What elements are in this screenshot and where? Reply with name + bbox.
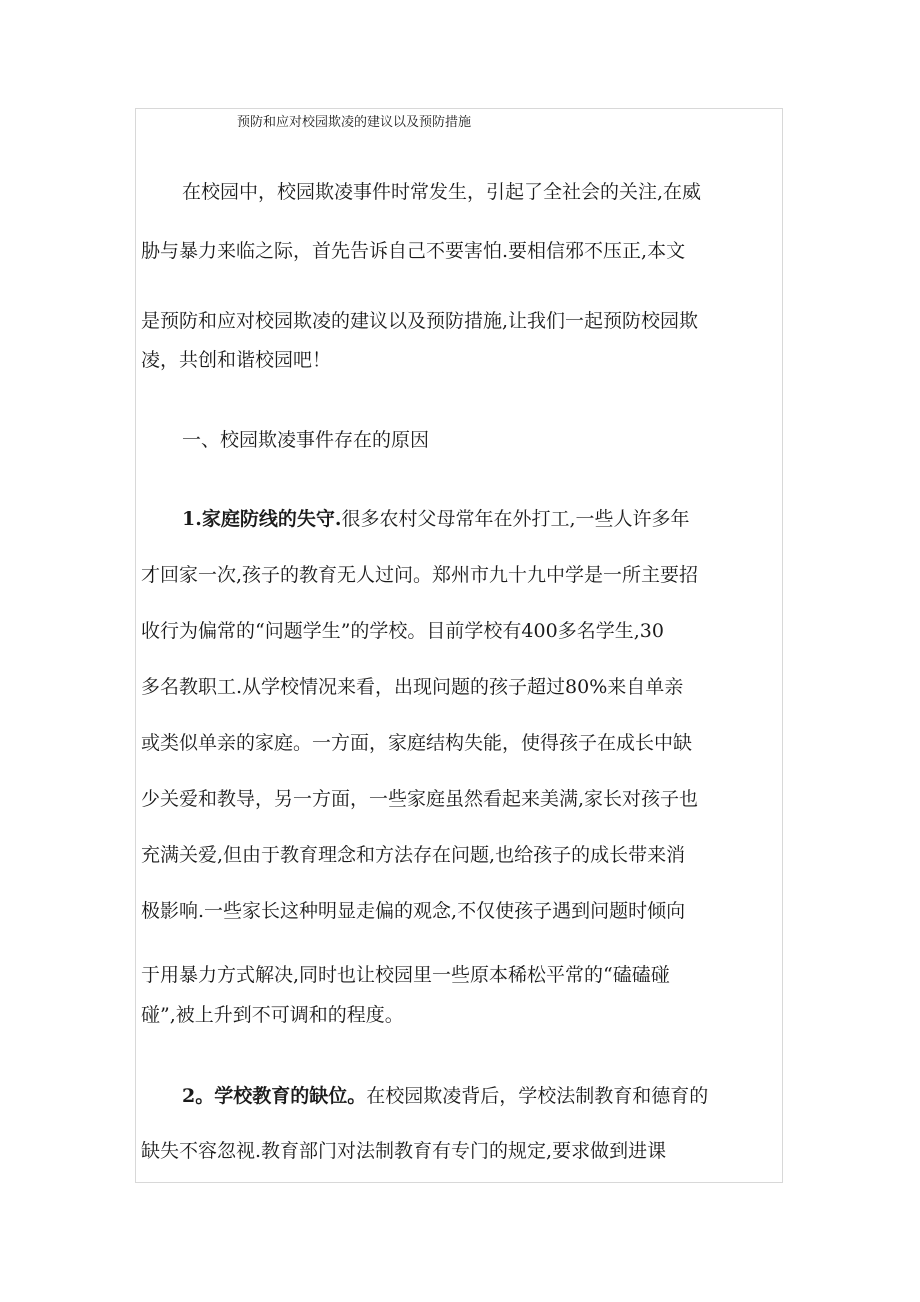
paragraph-line: 多名教职工.从学校情况来看，出现问题的孩子超过80%来自单亲 [141,676,684,698]
document-title: 预防和应对校园欺凌的建议以及预防措施 [237,115,472,130]
point-2-text: 在校园欺凌背后，学校法制教育和德育的 [366,1085,709,1107]
paragraph-line: 凌，共创和谐校园吧！ [141,349,332,371]
paragraph-line: 在校园中，校园欺凌事件时常发生，引起了全社会的关注,在威 [182,181,702,203]
paragraph-line: 缺失不容忽视.教育部门对法制教育有专门的规定,要求做到进课 [141,1140,667,1162]
paragraph-line: 少关爱和教导，另一方面，一些家庭虽然看起来美满,家长对孩子也 [141,788,699,810]
document-page [135,108,783,1183]
paragraph-line: 是预防和应对校园欺凌的建议以及预防措施,让我们一起预防校园欺 [141,310,699,332]
paragraph-line: 于用暴力方式解决,同时也让校园里一些原本稀松平常的“磕磕碰 [141,964,670,986]
paragraph-line: 碰”,被上升到不可调和的程度。 [141,1004,404,1026]
paragraph-line: 充满关爱,但由于教育理念和方法存在问题,也给孩子的成长带来消 [141,844,686,866]
paragraph-line [182,1082,708,1110]
point-1-title: 1.家庭防线的失守. [182,508,342,530]
paragraph-line: 收行为偏常的“问题学生”的学校。目前学校有400多名学生,30 [141,620,664,642]
paragraph-line [182,505,690,533]
paragraph-line: 或类似单亲的家庭。一方面，家庭结构失能，使得孩子在成长中缺 [141,732,693,754]
point-1-text: 很多农村父母常年在外打工,一些人许多年 [341,508,690,530]
point-2-title: 2。学校教育的缺位。 [182,1085,367,1107]
section-heading: 一、校园欺凌事件存在的原因 [182,429,430,451]
paragraph-line: 才回家一次,孩子的教育无人过问。郑州市九十九中学是一所主要招 [141,564,699,586]
paragraph-line: 胁与暴力来临之际，首先告诉自己不要害怕.要相信邪不压正,本文 [141,240,686,262]
paragraph-line: 极影响.一些家长这种明显走偏的观念,不仅使孩子遇到问题时倾向 [141,900,686,922]
